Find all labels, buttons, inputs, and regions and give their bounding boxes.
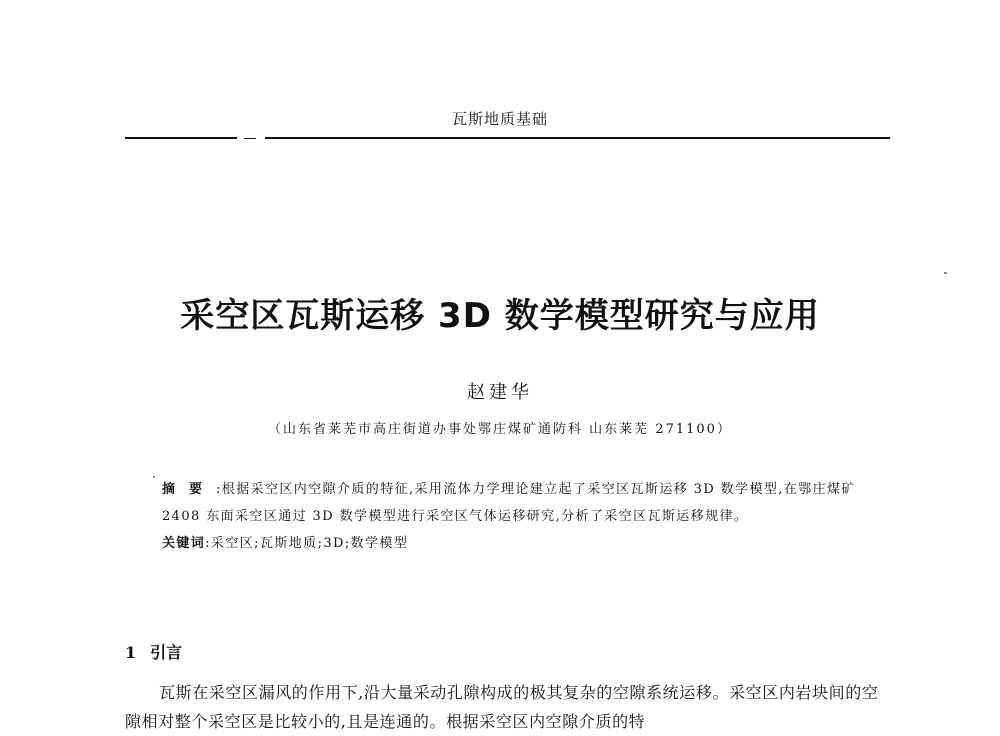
abstract-label: 摘要 — [162, 482, 217, 497]
scan-speck — [944, 272, 947, 274]
body-text — [125, 678, 895, 736]
header-rule-main — [265, 137, 890, 139]
paper-title: 采空区瓦斯运移 3D 数学模型研究与应用 — [180, 296, 820, 336]
running-head: 瓦斯地质基础 — [451, 110, 548, 128]
author-name: 赵建华 — [467, 382, 533, 403]
body-paragraph: 瓦斯在采空区漏风的作用下,沿大量采动孔隙构成的极其复杂的空隙系统运移。采空区内岩块间的空隙相对整个采空区是比较小的,且是连通的。根据采空区内空隙介质的特 — [125, 683, 879, 731]
author-affiliation: （山东省莱芜市高庄街道办事处鄂庄煤矿通防科 山东莱芜 271100） — [268, 422, 732, 437]
section-heading — [125, 640, 182, 663]
abstract-block — [162, 476, 862, 557]
keywords-label: 关键词 — [162, 536, 206, 551]
section-title: 引言 — [150, 643, 183, 662]
abstract-paragraph — [162, 476, 862, 530]
margin-dot: · — [152, 470, 156, 484]
keywords-paragraph — [162, 530, 862, 557]
keywords-text: :采空区;瓦斯地质;3D;数学模型 — [205, 536, 409, 551]
section-number: 1 — [125, 643, 137, 662]
header-rule-left — [125, 137, 237, 139]
header-rule-tick — [244, 138, 256, 139]
abstract-text: :根据采空区内空隙介质的特征,采用流体力学理论建立起了采空区瓦斯运移 3D 数学模型,在鄂庄煤矿 2408 东面采空区通过 3D 数学模型进行采空区气体运移研究,分析了采空区瓦斯运移规律。 — [162, 482, 856, 524]
